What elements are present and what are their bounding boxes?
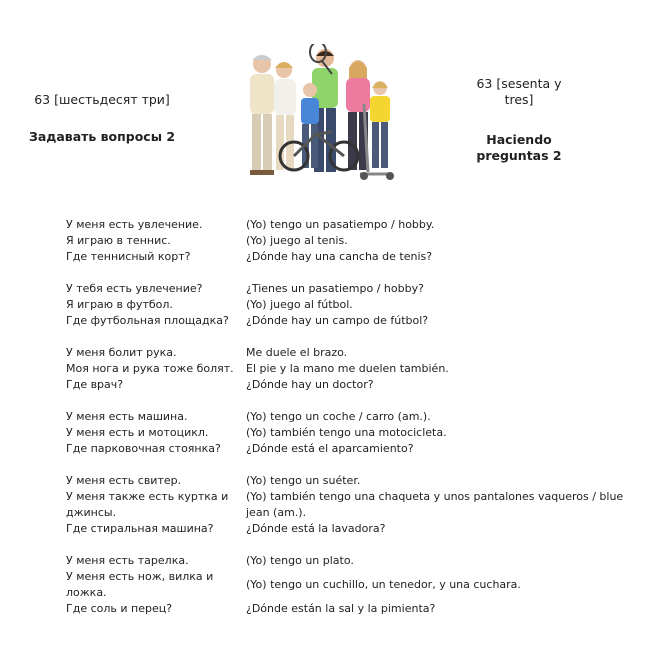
phrase-row <box>66 313 636 329</box>
phrase-list <box>66 217 636 633</box>
phrase-spanish: (Yo) juego al fútbol. <box>246 298 353 311</box>
phrase-group <box>66 345 636 393</box>
phrase-russian: Где футбольная площадка? <box>66 314 229 327</box>
phrase-spanish: (Yo) tengo un cuchillo, un tenedor, y una cuchara. <box>246 578 521 591</box>
phrase-russian: У меня есть и мотоцикл. <box>66 426 209 439</box>
phrase-russian: Где парковочная стоянка? <box>66 442 221 455</box>
phrase-russian: У тебя есть увлечение? <box>66 282 203 295</box>
phrase-row <box>66 297 636 313</box>
phrase-row <box>66 377 636 393</box>
phrase-row <box>66 361 636 377</box>
phrase-spanish: ¿Dónde hay una cancha de tenis? <box>246 250 433 263</box>
phrase-row <box>66 217 636 233</box>
phrase-row <box>66 489 636 521</box>
phrase-row <box>66 521 636 537</box>
phrase-group <box>66 281 636 329</box>
phrase-russian: У меня есть увлечение. <box>66 218 203 231</box>
phrase-row <box>66 281 636 297</box>
phrase-spanish: (Yo) también tengo una motocicleta. <box>246 426 447 439</box>
phrase-russian: Где теннисный корт? <box>66 250 191 263</box>
phrase-russian: Моя нога и рука тоже болят. <box>66 362 234 375</box>
phrase-group <box>66 473 636 537</box>
phrase-spanish: ¿Dónde está el aparcamiento? <box>246 442 414 455</box>
phrase-spanish: (Yo) juego al tenis. <box>246 234 348 247</box>
phrase-russian: У меня есть нож, вилка и ложка. <box>66 570 214 599</box>
phrase-row <box>66 601 636 617</box>
phrase-russian: Где соль и перец? <box>66 602 173 615</box>
phrase-row <box>66 473 636 489</box>
phrase-spanish: ¿Dónde hay un doctor? <box>246 378 374 391</box>
phrase-russian: У меня есть машина. <box>66 410 188 423</box>
phrase-group <box>66 409 636 457</box>
phrase-spanish: ¿Dónde hay un campo de fútbol? <box>246 314 429 327</box>
phrase-row <box>66 569 636 601</box>
phrase-row <box>66 441 636 457</box>
phrase-spanish: (Yo) tengo un pasatiempo / hobby. <box>246 218 435 231</box>
lesson-title-russian: Задавать вопросы 2 <box>28 129 176 144</box>
lesson-header-russian <box>18 92 186 144</box>
phrase-spanish: ¿Dónde están la sal y la pimienta? <box>246 602 436 615</box>
phrase-spanish: (Yo) tengo un coche / carro (am.). <box>246 410 431 423</box>
phrase-row <box>66 233 636 249</box>
phrase-spanish: ¿Dónde está la lavadora? <box>246 522 386 535</box>
lesson-header-spanish <box>462 76 576 164</box>
phrase-row <box>66 553 636 569</box>
phrase-group <box>66 217 636 265</box>
lesson-number-russian: 63 [шестьдесят три] <box>34 92 170 107</box>
family-photo <box>232 44 408 184</box>
phrase-russian: Где врач? <box>66 378 124 391</box>
phrase-russian: У меня есть свитер. <box>66 474 182 487</box>
phrase-spanish: (Yo) tengo un plato. <box>246 554 354 567</box>
phrase-spanish: (Yo) tengo un suéter. <box>246 474 361 487</box>
phrase-russian: Где стиральная машина? <box>66 522 214 535</box>
phrase-russian: У меня также есть куртка и джинсы. <box>66 490 229 519</box>
phrase-russian: У меня есть тарелка. <box>66 554 189 567</box>
lesson-number-spanish: 63 [sesenta y tres] <box>476 76 562 107</box>
phrase-spanish: (Yo) también tengo una chaqueta y unos pantalones vaqueros / blue jean (am.). <box>246 490 624 519</box>
phrase-spanish: El pie y la mano me duelen también. <box>246 362 449 375</box>
phrase-spanish: Me duele el brazo. <box>246 346 348 359</box>
phrase-row <box>66 345 636 361</box>
phrase-row <box>66 409 636 425</box>
phrase-russian: Я играю в теннис. <box>66 234 171 247</box>
phrase-row <box>66 249 636 265</box>
phrase-row <box>66 425 636 441</box>
phrase-spanish: ¿Tienes un pasatiempo / hobby? <box>246 282 424 295</box>
phrase-russian: У меня болит рука. <box>66 346 177 359</box>
lesson-title-spanish: Haciendo preguntas 2 <box>476 132 562 163</box>
phrase-group <box>66 553 636 617</box>
phrase-russian: Я играю в футбол. <box>66 298 173 311</box>
